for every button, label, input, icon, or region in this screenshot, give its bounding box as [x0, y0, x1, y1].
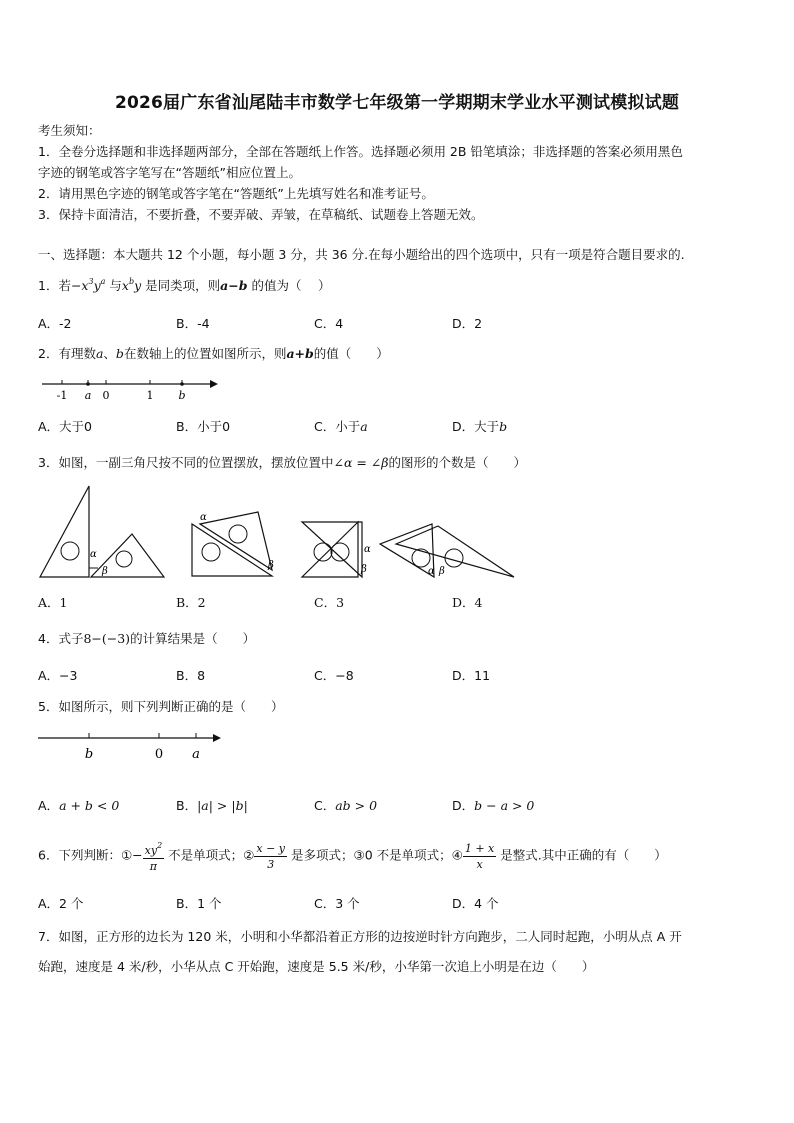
question-1-term-1: $-x^3y^a$	[70, 277, 106, 293]
axis-label: 1	[146, 389, 154, 402]
question-1-mid: 与	[109, 278, 122, 293]
svg-text:α: α	[364, 544, 371, 555]
question-4-option-c[interactable]: C．−8	[314, 668, 354, 683]
svg-text:α: α	[90, 549, 97, 560]
question-6-option-c[interactable]: C．3 个	[314, 896, 360, 911]
svg-text:β: β	[439, 566, 445, 577]
question-1-option-d[interactable]: D．2	[452, 316, 483, 331]
axis-label: b	[178, 389, 186, 402]
axis-label: -1	[56, 389, 68, 402]
section-heading: 一、选择题：本大题共 12 个小题，每小题 3 分，共 36 分.在每小题给出的四个选项中，只有一项是符合题目要求的.	[38, 247, 685, 262]
question-1-option-a[interactable]: A．-2	[38, 316, 72, 331]
svg-text:β: β	[268, 560, 274, 571]
axis-label: 0	[102, 389, 110, 402]
notice-heading: 考生须知：	[38, 123, 101, 138]
question-1-option-c[interactable]: C．4	[314, 316, 344, 331]
question-2-option-b[interactable]: B．小于0	[176, 419, 231, 434]
question-2-number-line	[40, 374, 225, 404]
axis-label: 0	[154, 747, 164, 762]
question-6: 6．下列判断：①− $\frac{xy^2}{\pi}$ 不是单项式；② $\frac{x - y}{3}$ 是多项式；③0 不是单项式；④ $\frac{1 + x}{x}$ 是整式.其中正确的有（ ）	[38, 838, 667, 874]
question-1-prefix: 1．若	[38, 278, 71, 293]
figure-1	[40, 486, 164, 577]
question-6-option-d[interactable]: D．4 个	[452, 896, 499, 911]
question-4-expression: 8−(−3)	[83, 631, 131, 646]
notice-item-3: 3．保持卡面清洁，不要折叠，不要弄破、弄皱，在草稿纸、试题卷上答题无效。	[38, 207, 484, 222]
axis-label: a	[192, 747, 200, 762]
question-1-term-2: $x^by$	[121, 277, 142, 293]
question-3-option-d[interactable]: D．4	[452, 595, 483, 610]
question-3-option-c[interactable]: C．3	[314, 595, 345, 610]
question-5-option-d[interactable]: D．b − a > 0	[452, 798, 535, 813]
question-4-option-a[interactable]: A．−3	[38, 668, 78, 683]
notice-item-1-line-2: 字迹的钢笔或答字笔写在“答题纸”相应位置上。	[38, 165, 301, 180]
axis-label: a	[84, 389, 92, 402]
question-3-option-a[interactable]: A．1	[38, 595, 68, 610]
angle-equation: ∠α = ∠β	[333, 455, 389, 470]
question-2: 2．有理数a、b在数轴上的位置如图所示，则a+b的值（ ）	[38, 346, 389, 361]
figure-2	[192, 512, 274, 576]
question-5-option-a[interactable]: A．a + b < 0	[38, 798, 120, 813]
question-1	[38, 276, 330, 294]
question-5-option-c[interactable]: C．ab > 0	[314, 798, 378, 813]
figure-3	[302, 522, 371, 577]
question-6-option-a[interactable]: A．2 个	[38, 896, 84, 911]
question-4-option-d[interactable]: D．11	[452, 668, 491, 683]
question-5-option-b[interactable]: B．|a| > |b|	[176, 798, 248, 813]
question-1-expression: a−b	[220, 278, 248, 293]
page-title: 2026届广东省汕尾陆丰市数学七年级第一学期期末学业水平测试模拟试题	[114, 93, 680, 113]
question-4: 4．式子8−(−3)的计算结果是（ ）	[38, 631, 256, 646]
question-2-text-a: 2．有理数	[38, 346, 96, 361]
axis-label: b	[84, 747, 94, 762]
notice-item-1-line-1: 1．全卷分选择题和非选择题两部分，全部在答题纸上作答。选择题必须用 2B 铅笔填涂；非选择题的答案必须用黑色	[38, 144, 683, 159]
svg-text:α: α	[200, 512, 207, 523]
fraction-1: $\frac{xy^2}{\pi}$	[143, 838, 165, 874]
question-7-line-2: 始跑，速度是 4 米/秒，小华从点 C 开始跑，速度是 5.5 米/秒，小华第一次追上小明是在边（ ）	[38, 959, 595, 974]
question-2-option-c[interactable]: C．小于a	[314, 419, 368, 434]
fraction-2: $\frac{x - y}{3}$	[256, 841, 286, 871]
question-2-option-a[interactable]: A．大于0	[38, 419, 93, 434]
question-2-option-d[interactable]: D．大于b	[452, 419, 508, 434]
question-1-suffix: 的值为（ ）	[251, 278, 331, 293]
svg-text:β: β	[102, 566, 108, 577]
svg-text:α: α	[428, 566, 435, 577]
question-3: 3．如图，一副三角尺按不同的位置摆放，摆放位置中∠α = ∠β的图形的个数是（ ）	[38, 455, 527, 470]
question-4-option-b[interactable]: B．8	[176, 668, 206, 683]
question-5: 5．如图所示，则下列判断正确的是（ ）	[38, 699, 284, 714]
question-1-option-b[interactable]: B．-4	[176, 316, 210, 331]
svg-text:β: β	[361, 564, 367, 575]
fraction-3: $\frac{1 + x}{x}$	[464, 841, 495, 871]
question-7-line-1: 7．如图，正方形的边长为 120 米，小明和小华都沿着正方形的边按逆时针方向跑步，二人同时起跑，小明从点 A 开	[38, 929, 682, 944]
question-6-option-b[interactable]: B．1 个	[176, 896, 222, 911]
figure-4	[380, 524, 514, 577]
question-1-mid-2: 是同类项，则	[145, 278, 221, 293]
question-5-number-line	[36, 728, 226, 764]
notice-item-2: 2．请用黑色字迹的钢笔或答字笔在“答题纸”上先填写姓名和准考证号。	[38, 186, 434, 201]
question-3-figures	[36, 482, 526, 582]
question-3-option-b[interactable]: B．2	[176, 595, 206, 610]
